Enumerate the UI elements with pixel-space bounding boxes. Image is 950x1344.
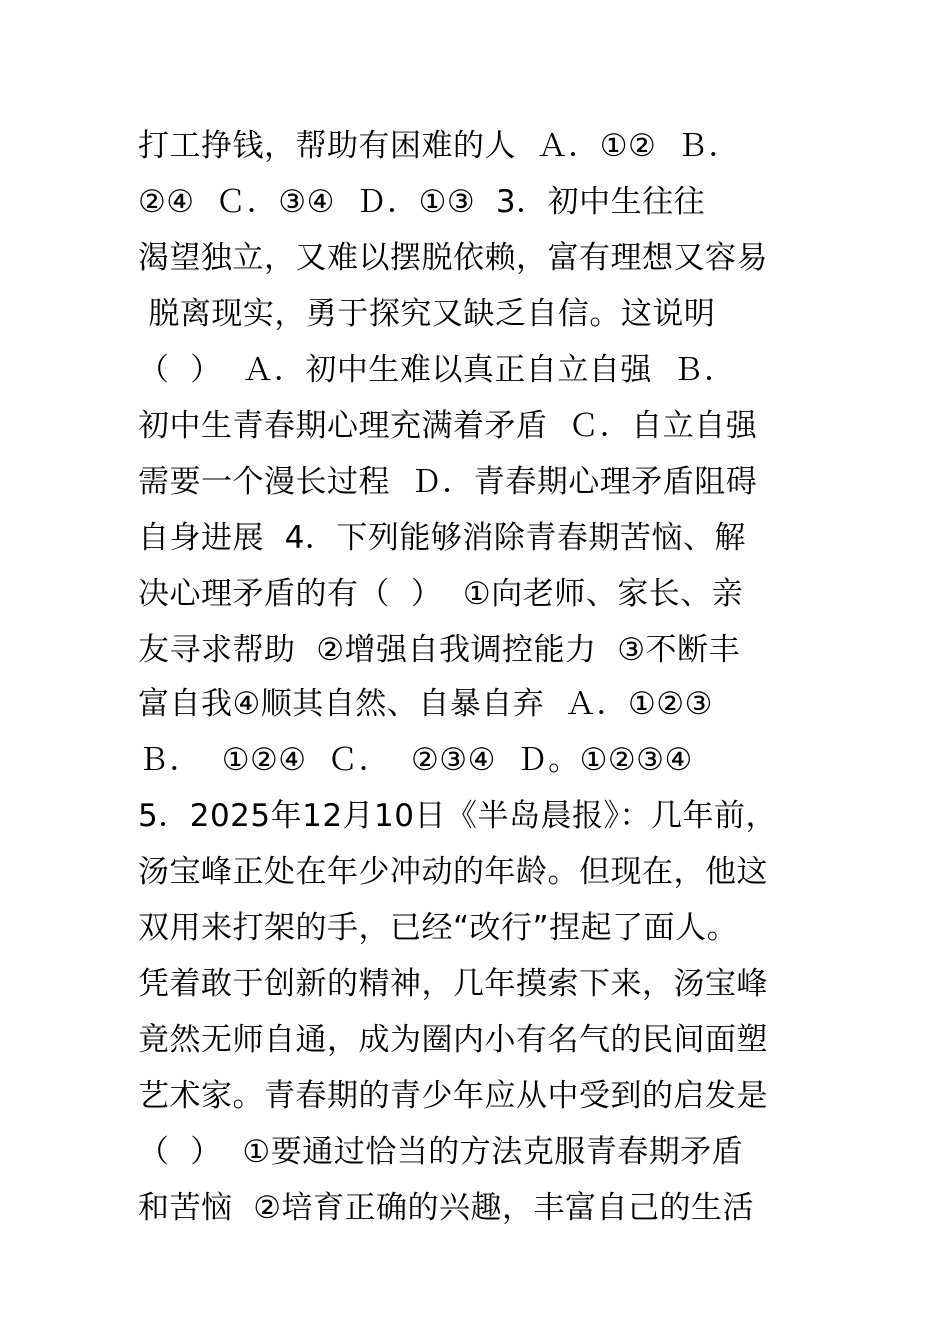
text-line: 汤宝峰正处在年少冲动的年龄。但现在，他这 (138, 854, 768, 890)
text-line: 自身进展 4．下列能够消除青春期苦恼、解 (138, 520, 746, 556)
text-line: （ ） Ａ．初中生难以真正自立自强 Ｂ． (138, 352, 736, 388)
text-line: 双用来打架的手，已经“改行”捏起了面人。 (138, 910, 739, 946)
text-line: 需要一个漫长过程 Ｄ．青春期心理矛盾阻碍 (138, 464, 758, 500)
text-line: 友寻求帮助 ②增强自我调控能力 ③不断丰 (138, 632, 740, 668)
text-line: （ ） ①要通过恰当的方法克服青春期矛盾 (138, 1134, 744, 1170)
text-line: 决心理矛盾的有（ ） ①向老师、家长、亲 (138, 576, 744, 612)
text-line: 艺术家。青春期的青少年应从中受到的启发是 (138, 1078, 768, 1114)
text-line: 和苦恼 ②培育正确的兴趣，丰富自己的生活 (138, 1190, 754, 1226)
text-line: ②④ Ｃ．③④ Ｄ．①③ 3．初中生往往 (138, 184, 706, 220)
text-line: Ｂ． ①②④ Ｃ． ②③④ Ｄ。①②③④ (138, 742, 693, 778)
text-line: 脱离现实，勇于探究又缺乏自信。这说明 (138, 296, 716, 332)
text-line: 凭着敢于创新的精神，几年摸索下来，汤宝峰 (138, 966, 768, 1002)
text-line: 初中生青春期心理充满着矛盾 Ｃ．自立自强 (138, 408, 758, 444)
text-line: 5．2025年12月10日《半岛晨报》：几年前， (138, 798, 778, 834)
text-line: 打工挣钱，帮助有困难的人 Ａ．①② Ｂ． (138, 128, 740, 164)
text-line: 竟然无师自通，成为圈内小有名气的民间面塑 (138, 1022, 768, 1058)
text-line: 渴望独立，又难以摆脱依赖，富有理想又容易 (138, 240, 768, 276)
text-line: 富自我④顺其自然、自暴自弃 Ａ．①②③ (138, 686, 713, 722)
